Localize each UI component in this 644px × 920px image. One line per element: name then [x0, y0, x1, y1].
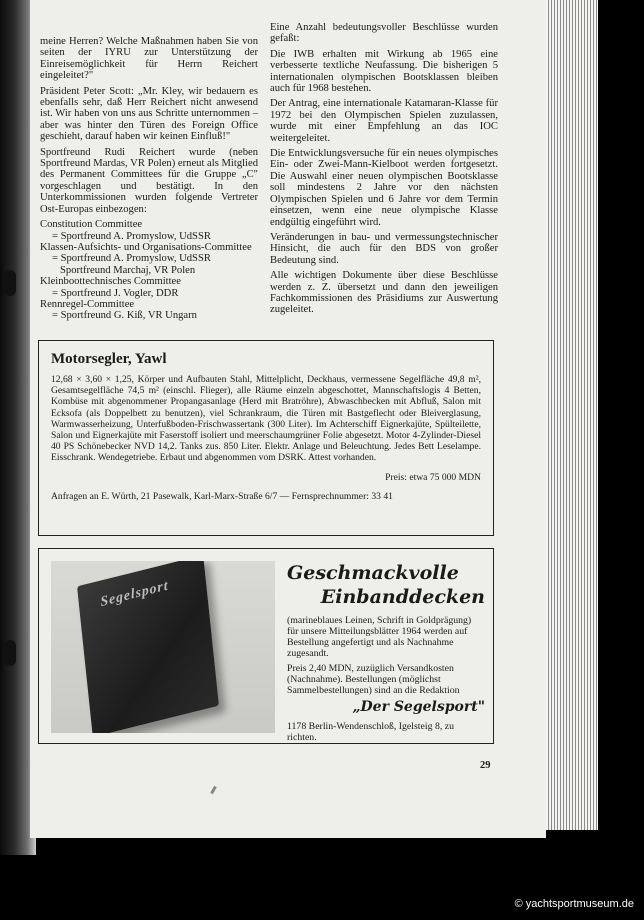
binding-hole: [4, 270, 16, 296]
ad-signature: „Der Segelsport": [352, 699, 485, 715]
ad-body: 12,68 × 3,60 × 1,25, Körper und Aufbauten Stahl, Mittelplicht, Deckhaus, vermessene Segelfläche 49,8 m², Gesamtsegelfläche 74,5 m² (einschl. Flieger), alle Räume einzeln abgeschottet, Mannschaftslogis 4 Betten, Kombüse mit abgenommener Propangasanlage (Herd mit Bratröhre), Abwaschbecken mit Abfluß, Salon mit Ecksofa (als Doppelbett zu benutzen), viel Schrankraum, die Türen mit Bastgeflecht oder Bleiverglasung, Warmwasserheizung, Unterfußboden-Frischwassertank (300 Liter). Im Achterschiff Eignerkajüte, Spülteilette, Salon und Eignerkajüte mit Faserstoff isoliert und meerschaumgrüner Folie abgesetzt. Motor 4-Zylinder-Diesel 40 PS Schönebecker NVD 14,2. Tanks zus. 850 Liter. Elektr. Anlage und Beleuchtung. Jedes Bett Leselampe. Eisschrank. Wendegetriebe. Erbaut und abgenommen vom DSRK. Attest vorhanden.: [51, 374, 481, 464]
book-cover-text: Segelsport: [99, 578, 170, 611]
paragraph: Sportfreund Rudi Reichert wurde (neben Sportfreund Mardas, VR Polen) erneut als Mitglied des Permanent Committees für die Gruppe „C" vorgeschlagen und bestätigt. In den Unterkommissionen wurden folgende Vertreter Ost-Europas einbezogen:: [40, 146, 258, 215]
ad-headline: Geschmackvolle: [287, 562, 459, 584]
page-number: 29: [480, 760, 491, 771]
yacht-sale-ad: [38, 340, 494, 536]
ad-title: Motorsegler, Yawl: [51, 351, 167, 367]
binder-cover-ad: [38, 548, 494, 744]
committee-member: = Sportfreund A. Promyslow, UdSSR: [52, 253, 211, 265]
committee-member: = Sportfreund A. Promyslow, UdSSR: [52, 230, 211, 242]
page-edges: [546, 0, 598, 830]
book-cover-photo: [51, 561, 275, 733]
committee-name: Rennregel-Committee: [40, 298, 135, 310]
right-column: [270, 22, 498, 320]
ad-headline: Einbanddecken: [320, 586, 485, 608]
book-icon: [77, 561, 219, 733]
committee-name: Klassen-Aufsichts- und Organisations-Committee: [40, 241, 252, 253]
background-edge: [598, 0, 644, 920]
ad-address: 1178 Berlin-Wendenschloß, Igelsteig 8, zu richten.: [287, 721, 454, 743]
copyright-notice: © yachtsportmuseum.de: [514, 898, 634, 910]
paragraph: Der Antrag, eine internationale Katamaran-Klasse für 1972 bei den Olympischen Spielen zuzulassen, wurde mit einer Empfehlung an das IOC weitergeleitet.: [270, 98, 498, 144]
committee-member: = Sportfreund G. Kiß, VR Ungarn: [52, 310, 197, 322]
ad-price-text: Preis 2,40 MDN, zuzüglich Versandkosten (Nachnahme). Bestellungen (möglichst Sammelbestellungen) sind an die Redaktion: [287, 663, 460, 696]
left-column: [40, 36, 258, 322]
committee-name: Kleinboottechnisches Committee: [40, 276, 181, 288]
paragraph: Präsident Peter Scott: „Mr. Kley, wir bedauern es ebenfalls sehr, daß Herr Reichert nicht anwesend ist. Wir haben von uns aus Schritte unternommen – aber was hinter den Türen des Foreign Office geschieht, darauf haben wir keinen Einfluß!": [40, 85, 258, 143]
committee-name: Constitution Committee: [40, 219, 143, 231]
paragraph: Die IWB erhalten mit Wirkung ab 1965 eine verbesserte textliche Neufassung. Die bisherigen 5 internationalen olympischen Bootsklassen bleiben auch für 1968 bestehen.: [270, 48, 498, 95]
committee-member: Sportfreund Marchaj, VR Polen: [60, 264, 196, 276]
binding-hole: [4, 640, 16, 666]
ad-price: Preis: etwa 75 000 MDN: [385, 471, 481, 483]
paragraph: Eine Anzahl bedeutungsvoller Beschlüsse wurden gefaßt:: [270, 22, 498, 45]
paragraph: Alle wichtigen Dokumente über diese Beschlüsse werden z. Z. übersetzt und dann den jeweiligen Fachkommissionen des Präsidiums zur Auswertung zugeleitet.: [270, 270, 498, 316]
paragraph: meine Herren? Welche Maßnahmen haben Sie von seiten der IYRU zur Unterstützung der Einreisemöglichkeit für Herrn Reichert eingeleitet?": [40, 36, 258, 82]
paragraph: Veränderungen in bau- und vermessungstechnischer Hinsicht, die auch für den BDS von großer Bedeutung sind.: [270, 231, 498, 266]
ad-contact: Anfragen an E. Würth, 21 Pasewalk, Karl-Marx-Straße 6/7 — Fernsprechnummer: 33 41: [51, 490, 393, 502]
ad-text-block: [287, 561, 485, 743]
committee-list: [40, 219, 258, 322]
ad-description: (marineblaues Leinen, Schrift in Goldprägung) für unsere Mitteilungsblätter 1964 werden auf Bestellung angefertigt und als Nachnahme zugesandt.: [287, 615, 472, 659]
committee-member: = Sportfreund J. Vogler, DDR: [52, 287, 179, 299]
paragraph: Die Entwicklungsversuche für ein neues olympisches Ein- oder Zwei-Mann-Kielboot werden fortgesetzt. Die Auswahl einer neuen olympischen Bootsklasse soll mindestens 2 Jahre vor den nächsten Olympischen Spielen und 6 Jahre vor dem Termin einsetzen, wenn eine neue olympische Klasse endgültig eingeführt wird.: [270, 148, 498, 228]
